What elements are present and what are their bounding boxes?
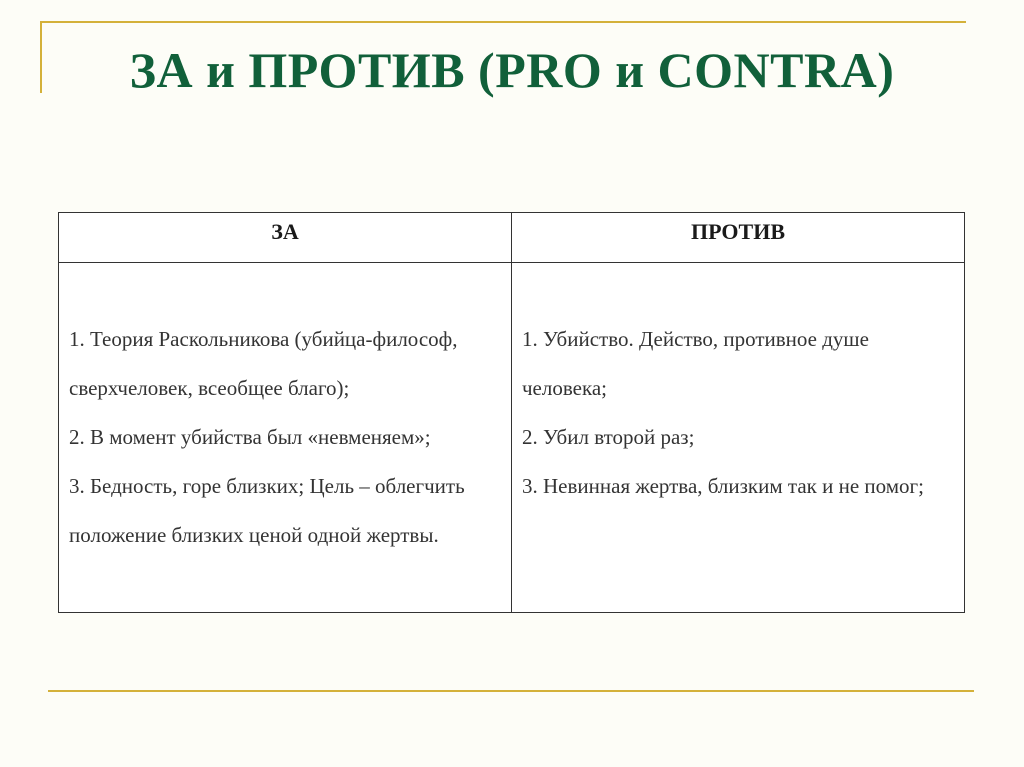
header-pro: ЗА bbox=[59, 213, 512, 263]
top-decorative-rule bbox=[40, 21, 966, 23]
contra-cell bbox=[512, 263, 965, 613]
pro-line: положение близких ценой одной жертвы. bbox=[69, 523, 439, 547]
pro-cell bbox=[59, 263, 512, 613]
pro-contra-table bbox=[58, 212, 965, 613]
slide-title: ЗА и ПРОТИВ (PRO и CONTRA) bbox=[129, 42, 895, 98]
contra-line: человека; bbox=[522, 376, 608, 400]
pro-line: 2. В момент убийства был «невменяем»; bbox=[69, 425, 431, 449]
header-contra: ПРОТИВ bbox=[512, 213, 965, 263]
contra-line: 3. Невинная жертва, близким так и не помог; bbox=[522, 474, 924, 498]
bottom-decorative-rule bbox=[48, 690, 974, 692]
table-body-row bbox=[59, 263, 965, 613]
pro-line: 3. Бедность, горе близких; Цель – облегчить bbox=[69, 474, 465, 498]
pro-line: сверхчеловек, всеобщее благо); bbox=[69, 376, 350, 400]
table-header-row bbox=[59, 213, 965, 263]
contra-line: 2. Убил второй раз; bbox=[522, 425, 695, 449]
pro-line: 1. Теория Раскольникова (убийца-философ, bbox=[69, 327, 458, 351]
contra-line: 1. Убийство. Действо, противное душе bbox=[522, 327, 869, 351]
